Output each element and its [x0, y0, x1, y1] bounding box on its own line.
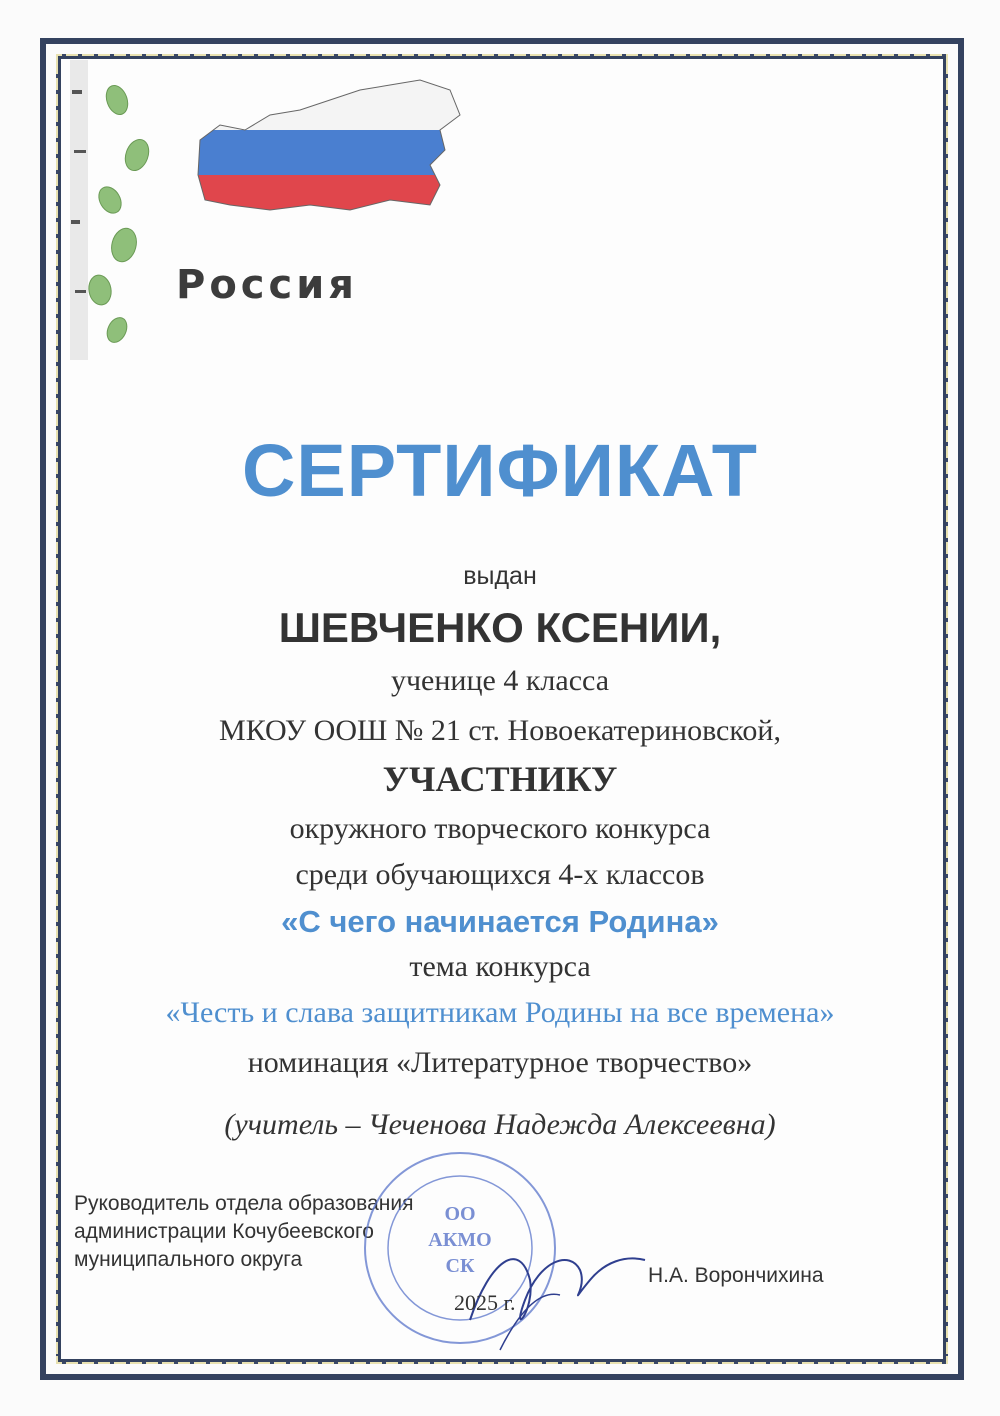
russia-flag-map-icon — [190, 70, 465, 230]
svg-text:ОО: ОО — [444, 1203, 476, 1225]
country-label: Россия — [176, 262, 358, 308]
svg-text:АКМО: АКМО — [428, 1229, 492, 1251]
certificate-title: СЕРТИФИКАТ — [241, 429, 759, 512]
birch-decoration-icon — [62, 60, 172, 360]
position-line-3: муниципального округа — [74, 1248, 303, 1271]
contest-theme: «Честь и слава защитникам Родины на все времена» — [165, 996, 835, 1029]
svg-text:СК: СК — [445, 1255, 475, 1277]
signer-name: Н.А. Ворончихина — [648, 1264, 824, 1287]
nomination-line: номинация «Литературное творчество» — [247, 1046, 753, 1079]
grade-line: ученице 4 класса — [390, 664, 610, 697]
theme-label: тема конкурса — [409, 950, 591, 983]
signature-icon — [430, 1200, 660, 1360]
teacher-line: (учитель – Чеченова Надежда Алексеевна) — [224, 1108, 776, 1141]
issued-label: выдан — [463, 562, 537, 590]
contest-line-1: окружного творческого конкурса — [289, 812, 711, 845]
position-line-2: администрации Кочубеевского — [74, 1220, 374, 1243]
position-line-1: Руководитель отдела образования — [74, 1192, 414, 1215]
recipient-name: ШЕВЧЕНКО КСЕНИИ, — [278, 604, 722, 651]
contest-name: «С чего начинается Родина» — [281, 904, 719, 939]
status-label: УЧАСТНИКУ — [382, 759, 618, 799]
contest-line-2: среди обучающихся 4-х классов — [295, 858, 705, 891]
school-line: МКОУ ООШ № 21 ст. Новоекатериновской, — [219, 714, 781, 747]
year-label: 2025 г. — [454, 1290, 516, 1315]
